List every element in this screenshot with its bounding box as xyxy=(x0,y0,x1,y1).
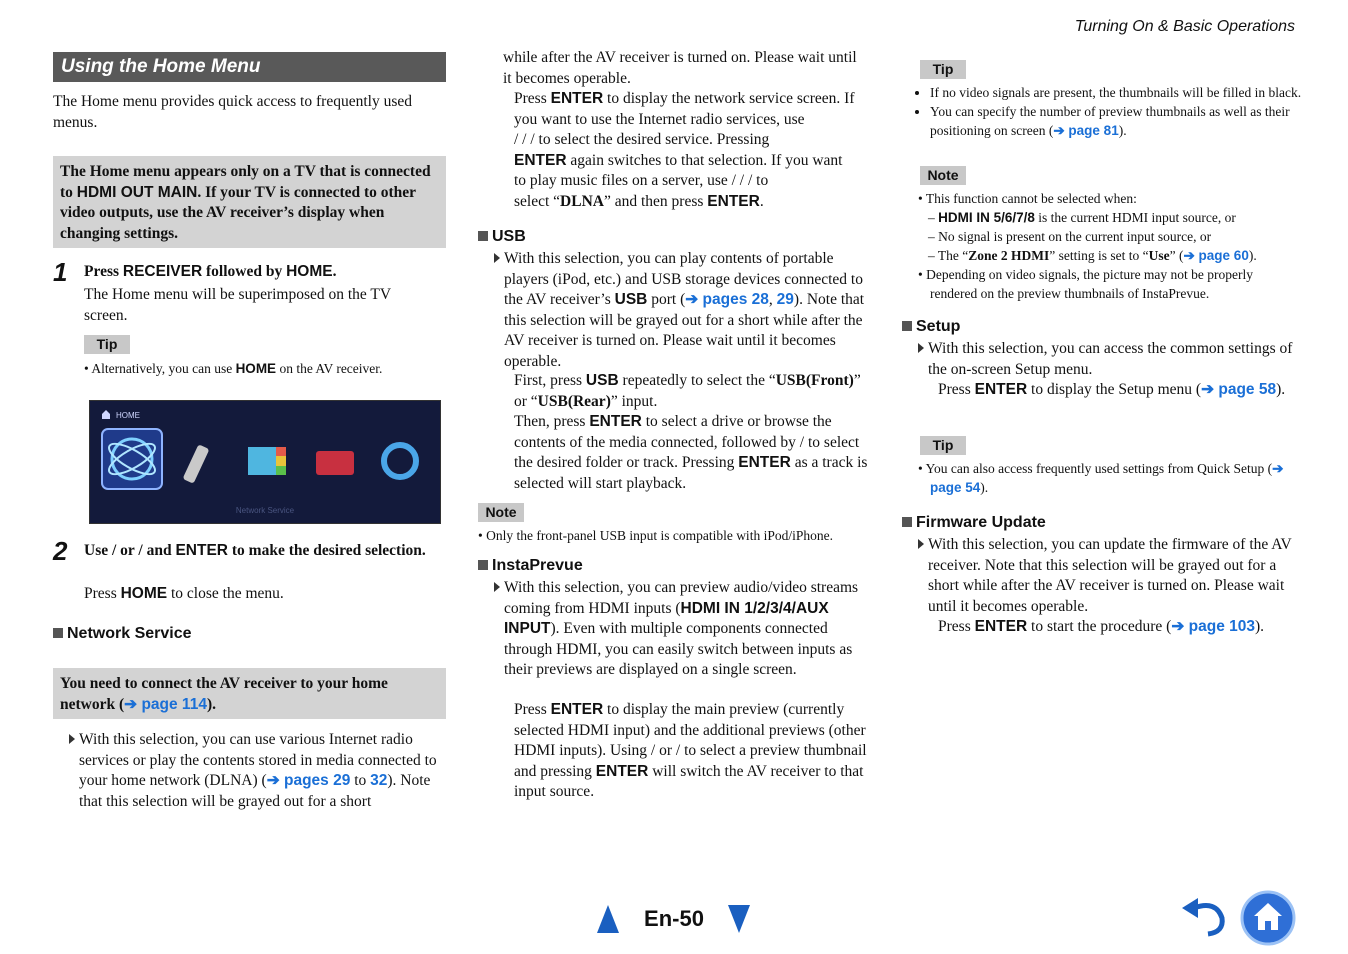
firmware-procedure: Press ENTER to start the procedure (➔ page 103). xyxy=(938,618,1265,635)
step1-description: The Home menu will be superimposed on the TV screen. xyxy=(84,286,391,324)
link-page-103[interactable]: ➔ page 103 xyxy=(1171,618,1255,635)
network-continued-text: while after the AV receiver is turned on. Please wait until it becomes operable. xyxy=(503,49,857,87)
tip-item: • You can specify the number of preview thumbnails as well as their positioning on screen (➔ page 81). xyxy=(930,102,1306,140)
tip-item: • If no video signals are present, the thumbnails will be filled in black. xyxy=(930,83,1306,102)
network-procedure: Press ENTER to display the network service screen. If you want to use the Internet radio services, use / / / to select the desired service. Pressing ENTER again switches to that selection. If you want to play music files on a server, use / / / to select “DLNA” and then press ENTER. xyxy=(514,90,855,210)
home-menu-screenshot xyxy=(89,400,441,524)
step2-description: Press HOME to close the menu. xyxy=(84,585,284,602)
link-page-32[interactable]: 32 xyxy=(370,772,388,789)
link-page-58[interactable]: ➔ page 58 xyxy=(1201,381,1277,398)
note-label-2: Note xyxy=(920,166,966,185)
note-text: • Only the front-panel USB input is compatible with iPod/iPhone. xyxy=(478,528,833,543)
back-icon[interactable] xyxy=(1180,896,1230,938)
home-menu-graphic xyxy=(90,401,440,523)
warning-text: The Home menu appears only on a TV that is connected to xyxy=(60,163,431,201)
tip-text-3: • You can also access frequently used settings from Quick Setup (➔ page 54). xyxy=(918,461,1284,495)
tip-label-2: Tip xyxy=(920,60,966,79)
link-pages-29[interactable]: ➔ pages 29 xyxy=(266,772,351,789)
instaprevue-procedure: Press ENTER to display the main preview (currently selected HDMI input) and the additional previews (other HDMI inputs). Using / or / to select a preview thumbnail and pressing ENTER will switch the AV receiver to that input source. xyxy=(514,701,867,800)
hdmi-warning-box xyxy=(53,156,446,248)
tip-text: • Alternatively, you can use HOME on the AV receiver. xyxy=(84,361,383,376)
next-page-arrow-icon[interactable] xyxy=(727,905,751,933)
note-list: • This function cannot be selected when: – HDMI IN 5/6/7/8 is the current HDMI input source, or – No signal is present on the current input source, or – The “Zone 2 HDMI” setting is set to “Use” (➔ page 60). • Depending on video signals, the picture may not be properly rendered on the preview thumbnails of InstaPrevue. xyxy=(918,191,1257,301)
network-service-body: With this selection, you can use various Internet radio services or play the contents stored in media connected to your home network (DLNA) (➔ pages 29 to 32). Note that this selection will be grayed out for a short xyxy=(69,730,447,812)
running-header: Turning On & Basic Operations xyxy=(1074,18,1295,35)
link-page-29[interactable]: 29 xyxy=(776,291,794,308)
usb-body: With this selection, you can play contents of portable players (iPod, etc.) and USB storage devices connected to the AV receiver’s USB port (➔ pages 28, 29). Note that this selection will be grayed out for a short while after the AV receiver is turned on. Please wait until it becomes operable. xyxy=(494,249,870,372)
previous-page-arrow-icon[interactable] xyxy=(596,905,620,933)
usb-step-1: First, press USB repeatedly to select the “USB(Front)” or “USB(Rear)” input. xyxy=(514,372,861,410)
link-page-114[interactable]: ➔ page 114 xyxy=(124,695,207,713)
tip-label: Tip xyxy=(84,335,130,354)
tip-label-3: Tip xyxy=(920,436,966,455)
usb-step-2: Then, press ENTER to select a drive or browse the contents of the media connected, followed by / to select the desired folder or track. Pressing ENTER as a track is selected will start playback. xyxy=(514,413,868,492)
instaprevue-body: With this selection, you can preview audio/video streams coming from HDMI inputs (HDMI IN 1/2/3/4/AUX INPUT). Even with multiple components connected through HDMI, you can easily switch between inputs as their previews are displayed on a single screen. xyxy=(494,578,870,681)
setup-body: With this selection, you can access the common settings of the on-screen Setup menu. xyxy=(918,339,1294,380)
tip-list xyxy=(918,83,1306,140)
setup-heading: Setup xyxy=(902,317,960,338)
intro-text: The Home menu provides quick access to frequently used menus. xyxy=(53,93,412,131)
home-button-icon[interactable] xyxy=(1240,890,1296,946)
setup-procedure: Press ENTER to display the Setup menu (➔ page 58). xyxy=(938,381,1286,398)
link-pages-28[interactable]: ➔ pages 28 xyxy=(685,291,769,308)
setup-icon xyxy=(316,451,354,475)
network-requirement-box: You need to connect the AV receiver to your home network (➔ page 114). xyxy=(53,668,446,719)
network-service-heading: Network Service xyxy=(53,624,192,645)
screen-home-label: HOME xyxy=(116,411,140,420)
link-page-60[interactable]: ➔ page 60 xyxy=(1183,248,1249,263)
usb-heading: USB xyxy=(478,227,526,248)
screen-caption: Network Service xyxy=(235,506,295,515)
instaprevue-heading: InstaPrevue xyxy=(478,556,583,577)
step-number-2: 2 xyxy=(53,536,68,566)
page-number: En-50 xyxy=(644,906,704,931)
warning-text-2: . If your TV is connected to other video outputs, use the AV receiver’s display when changing settings. xyxy=(60,183,416,242)
link-page-81[interactable]: ➔ page 81 xyxy=(1053,123,1119,138)
note-label: Note xyxy=(478,503,524,522)
firmware-heading: Firmware Update xyxy=(902,513,1046,534)
step-number-1: 1 xyxy=(53,257,68,287)
step1-instruction: Press RECEIVER followed by HOME. xyxy=(84,263,337,280)
step2-instruction: Use / or / and ENTER to make the desired selection. xyxy=(84,542,426,559)
warning-keyword: HDMI OUT MAIN xyxy=(76,183,198,201)
link-page-54[interactable]: ➔ page 54 xyxy=(930,461,1284,495)
section-title: Using the Home Menu xyxy=(53,52,446,82)
firmware-body: With this selection, you can update the firmware of the AV receiver. Note that this selection will be grayed out for a short while after the AV receiver is turned on. Please wait until it becomes operable. xyxy=(918,535,1294,617)
